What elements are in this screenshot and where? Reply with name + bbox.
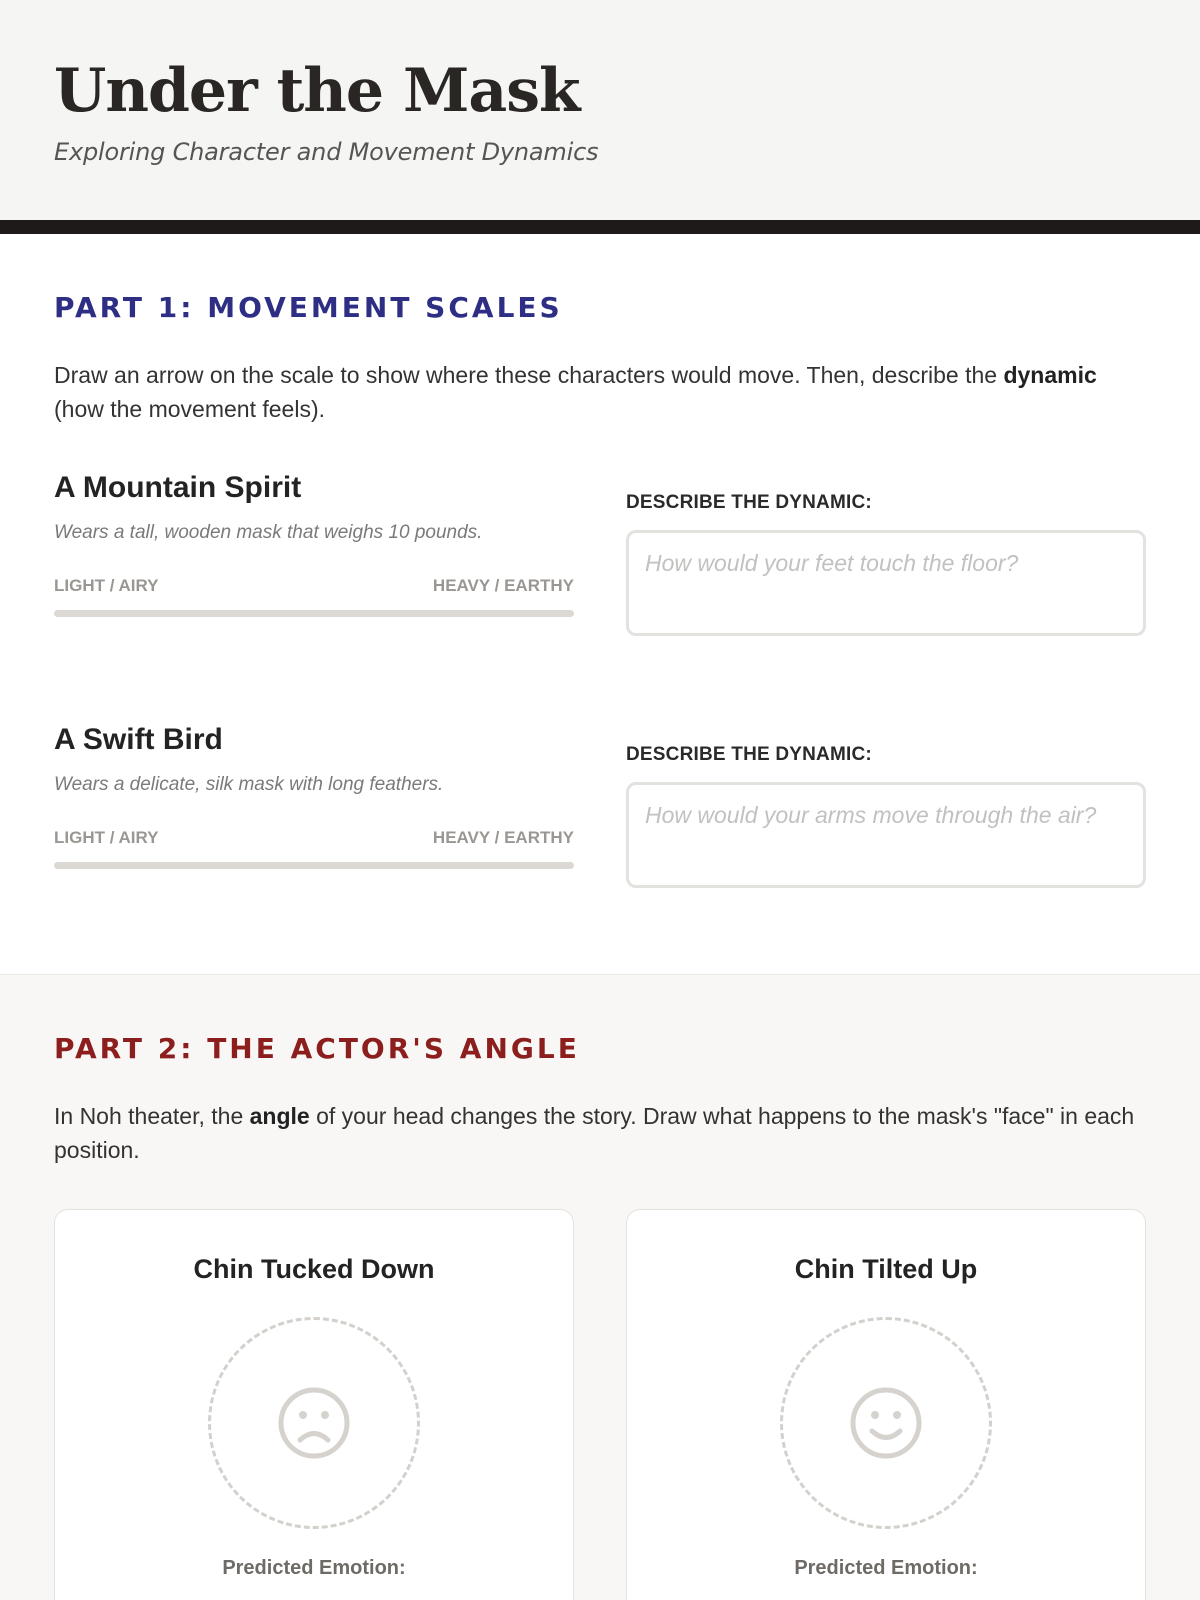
part2-instructions xyxy=(54,1099,1144,1167)
part1-instructions xyxy=(54,358,1144,426)
drawing-area[interactable] xyxy=(780,1317,992,1529)
part2-section xyxy=(0,974,1200,1600)
part1-intro-emphasis: dynamic xyxy=(1003,362,1097,388)
dynamic-label: DESCRIBE THE DYNAMIC: xyxy=(626,744,872,765)
part2-intro-text-end: of your head changes the story. Draw what happens to the mask's "face" in each position. xyxy=(54,1103,1135,1163)
part2-intro-emphasis: angle xyxy=(249,1103,310,1129)
dynamic-answer-field[interactable]: How would your feet touch the floor? xyxy=(626,530,1146,636)
frown-face-icon xyxy=(276,1385,352,1461)
movement-scale-track[interactable] xyxy=(54,862,574,869)
page-subtitle: Exploring Character and Movement Dynamics xyxy=(54,138,599,166)
smile-face-icon xyxy=(848,1385,924,1461)
character-description: Wears a tall, wooden mask that weighs 10 pounds. xyxy=(54,522,483,543)
predicted-emotion-label: Predicted Emotion: xyxy=(222,1557,406,1579)
character-row-swift-bird xyxy=(54,722,1146,912)
scale-left-label: LIGHT / AIRY xyxy=(54,576,159,595)
part2-intro-text: In Noh theater, the xyxy=(54,1103,250,1129)
scale-right-label: HEAVY / EARTHY xyxy=(432,828,574,847)
character-info xyxy=(54,722,574,912)
scale-right-label: HEAVY / EARTHY xyxy=(432,576,574,595)
header-divider xyxy=(0,220,1200,234)
character-info xyxy=(54,470,574,660)
character-row-mountain-spirit xyxy=(54,470,1146,660)
movement-scale-track[interactable] xyxy=(54,610,574,617)
character-name: A Mountain Spirit xyxy=(54,471,302,504)
angle-card-chin-up xyxy=(626,1209,1146,1600)
angle-card-title: Chin Tilted Up xyxy=(794,1254,978,1284)
angle-cards xyxy=(54,1209,1146,1600)
angle-card-title: Chin Tucked Down xyxy=(193,1254,435,1284)
dynamic-answer xyxy=(626,722,1146,912)
dynamic-answer-field[interactable]: How would your arms move through the air? xyxy=(626,782,1146,888)
page-header xyxy=(0,0,1200,220)
part1-intro-text-end: (how the movement feels). xyxy=(54,396,326,422)
dynamic-label: DESCRIBE THE DYNAMIC: xyxy=(626,492,872,513)
part2-heading: PART 2: THE ACTOR'S ANGLE xyxy=(54,1032,580,1065)
character-description: Wears a delicate, silk mask with long feathers. xyxy=(54,774,444,795)
dynamic-answer xyxy=(626,470,1146,660)
character-name: A Swift Bird xyxy=(54,723,223,756)
movement-scale-labels xyxy=(54,828,574,848)
scale-left-label: LIGHT / AIRY xyxy=(54,828,159,847)
drawing-area[interactable] xyxy=(208,1317,420,1529)
page-title: Under the Mask xyxy=(54,56,580,126)
movement-scale-labels xyxy=(54,576,574,596)
part1-section xyxy=(0,234,1200,974)
angle-card-chin-down xyxy=(54,1209,574,1600)
part1-heading: PART 1: MOVEMENT SCALES xyxy=(54,291,563,324)
predicted-emotion-label: Predicted Emotion: xyxy=(794,1557,978,1579)
part1-intro-text: Draw an arrow on the scale to show where these characters would move. Then, describe the xyxy=(54,362,1004,388)
